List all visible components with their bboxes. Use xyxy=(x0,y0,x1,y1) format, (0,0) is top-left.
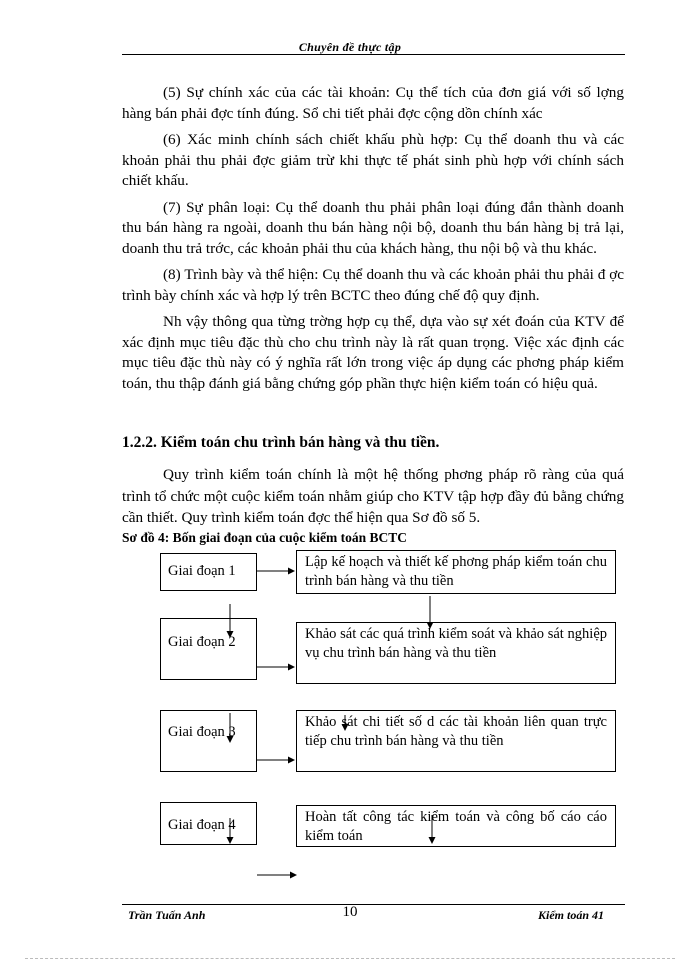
stage-label: Giai đoạn 2 xyxy=(168,634,236,650)
paragraph-accuracy: (5) Sự chính xác của các tài khoản: Cụ thể tích của đơn giá với số lợng hàng bán phải đợc tính đúng. Sổ chi tiết phải đợc cộng dồn chính xác xyxy=(122,84,624,122)
paragraph-presentation: (8) Trình bày và thể hiện: Cụ thể doanh thu và các khoản phải thu phải đ ợc trình bày chính xác và hợp lý trên BCTC theo đúng chế độ quy định. xyxy=(122,266,624,304)
stage-label: Giai đoạn 1 xyxy=(168,563,236,579)
paragraph-summary: Nh vậy thông qua từng trờng hợp cụ thể, dựa vào sự xét đoán của KTV để xác định mục tiêu đặc thù cho chu trình này là rất quan trọng. Việc xác định các mục tiêu đặc thù này có ý nghĩa rất lớn trong việc áp dụng các phơng pháp kiểm toán, thu thập đánh giá bằng chứng góp phần thực hiện kiểm toán có hiệu quả. xyxy=(122,313,624,392)
footer-author: Trần Tuấn Anh xyxy=(128,908,206,922)
diagram-caption: Sơ đồ 4: Bốn giai đoạn của cuộc kiểm toán BCTC xyxy=(122,530,408,545)
stage-label: Giai đoạn 3 xyxy=(168,724,236,740)
paragraph-discount: (6) Xác minh chính sách chiết khấu phù hợp: Cụ thể doanh thu và các khoản phải thu phải đợc giảm trừ khi thực tế phát sinh phù hợp với chính sách chiết khấu. xyxy=(122,131,624,189)
stage-description: Khảo sát chi tiết số d các tài khoản liên quan trực tiếp chu trình bán hàng và thu tiền xyxy=(305,714,607,749)
page-bottom-divider xyxy=(25,958,675,959)
footer-class: Kiểm toán 41 xyxy=(538,908,605,922)
stage-description: Khảo sát các quá trình kiểm soát và khảo sát nghiệp vụ chu trình bán hàng và thu tiền xyxy=(305,626,607,661)
section-heading: 1.2.2. Kiểm toán chu trình bán hàng và thu tiền. xyxy=(122,434,440,451)
stage-description: Hoàn tất công tác kiểm toán và công bố cáo cáo kiểm toán xyxy=(305,809,607,844)
page-header-title: Chuyên đề thực tập xyxy=(298,40,402,54)
stage-label: Giai đoạn 4 xyxy=(168,817,236,833)
paragraph-classification: (7) Sự phân loại: Cụ thể doanh thu phải phân loại đúng đắn thành doanh thu bán hàng ra ngoài, doanh thu bán hàng nội bộ, doanh thu bán hàng bị trả lại, doanh thu trả trớc, các khoản phải thu của khách hàng, thu nội bộ và thu khác. xyxy=(122,198,624,257)
stage-description: Lập kế hoạch và thiết kế phơng pháp kiểm toán chu trình bán hàng và thu tiền xyxy=(305,554,607,589)
section-paragraph: Quy trình kiểm toán chính là một hệ thống phơng pháp rõ ràng của quá trình tổ chức một cuộc kiểm toán nhằm giúp cho KTV tập hợp đầy đủ bằng chứng cần thiết. Quy trình kiểm toán đợc thể hiện qua Sơ đồ số 5. xyxy=(122,466,624,526)
page-number: 10 xyxy=(342,904,358,920)
